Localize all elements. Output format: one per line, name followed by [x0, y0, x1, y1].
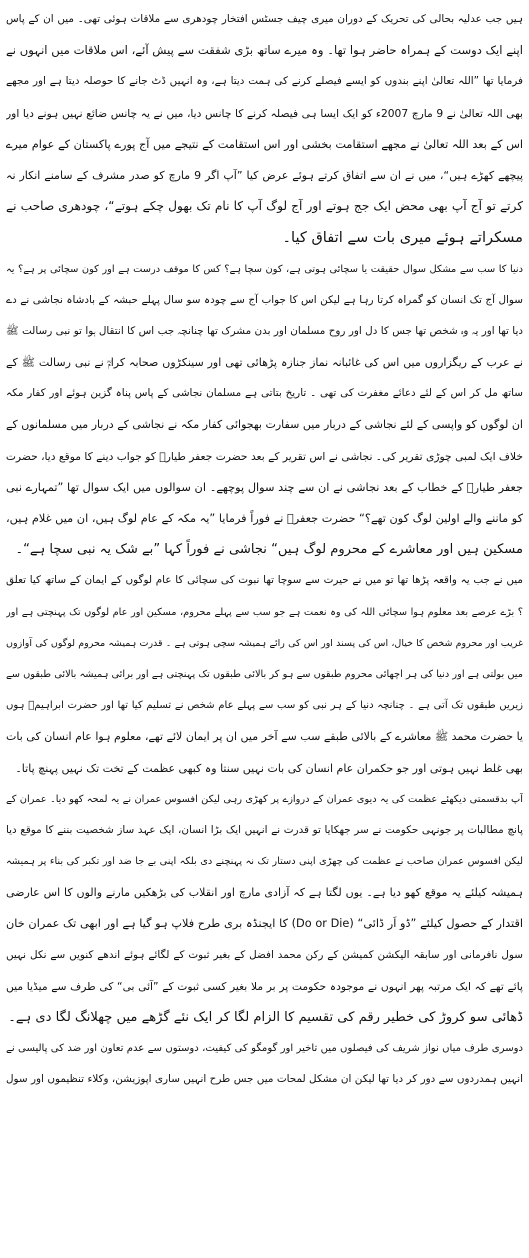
text-line: جعفر طیارؓ کے خطاب کے بعد نجاشی نے ان سے چند سوال پوچھے۔ ان سوالوں میں ایک سوال تھا ”تمہارے نبی	[6, 480, 523, 494]
text-line: خلاف ایک لمبی چوڑی تقریر کی۔ نجاشی نے اس تقریر کے بعد حضرت جعفر طیارؓ کو جواب دینے کا موقع دیا، حضرت	[6, 449, 523, 463]
text-line: بھی غلط نہیں ہوتی اور جو حکمران عام انسان کی بات نہیں سنتا وہ کبھی عظمت کے تخت تک نہیں پہنچ پاتا۔	[15, 761, 523, 775]
text-line: اس کے بعد اللہ تعالیٰ نے مجھے استقامت بخشی اور اس استقامت کے نتیجے میں آج پورے پاکستان کے عوام میرے	[6, 137, 523, 151]
text-line: ہیں جب عدلیہ بحالی کی تحریک کے دوران میری چیف جسٹس افتخار چودھری سے ملاقات ہوئی تھی۔ میں ان کے پاس	[6, 13, 523, 25]
text-line: نے عرب کے ریگزاروں میں اس کی غائبانہ نماز جنازہ پڑھائی تھی اور سینکڑوں صحابہ کرامؓ نے نبی رسالت ﷺ کے	[6, 356, 523, 370]
text-line: ؟ بڑے عرصے بعد معلوم ہوا سچائی اللہ کی وہ نعمت ہے جو سب سے پہلے محروم، مسکین اور عام لوگوں تک پہنچتی ہے اور	[6, 606, 523, 618]
text-line: دوسری طرف میاں نواز شریف کی فیصلوں میں تاخیر اور گومگو کی کیفیت، دوستوں سے عدم تعاون اور ضد کی پالیسی نے	[6, 1043, 523, 1055]
text-line: ڈھائی سو کروڑ کی خطیر رقم کی تقسیم کا الزام لگا کر ایک نئے گڑھے میں چھلانگ لگا دی ہے۔	[8, 1010, 523, 1025]
text-line: لیکن افسوس عمران صاحب نے عظمت کی چھڑی اپنی دستار تک نہ پہنچنے دی بلکہ اپنی بے جا ضد اور تکبر کی بناء پر ہمیشہ	[6, 856, 523, 868]
text-line: کرتے تو آج آپ بھی محض ایک جج ہوتے اور آج لوگ آپ کا نام تک بھول چکے ہوتے“، چودھری صاحب نے	[6, 199, 523, 214]
text-line: فرمایا تھا ”اللہ تعالیٰ اپنے بندوں کو ایسے فیصلے کرنے کی ہمت دیتا ہے، وہ انہیں ڈٹ جانے کا حوصلہ دیتا ہے اور مجھے	[6, 75, 523, 88]
text-line: کو ماننے والے اولین لوگ کون تھے؟“ حضرت جعفرؓ نے فوراً فرمایا ”یہ مکہ کے عام لوگ ہیں، ان میں غلام ہیں،	[6, 512, 523, 525]
text-line: پائے تھے کہ ایک مرتبہ پھر انہوں نے موجودہ حکومت پر بر ملا بغیر کسی ثبوت کے ”آئی بی“ کی طرف سے میڈیا میں	[6, 979, 523, 993]
text-line: میں نے جب یہ واقعہ پڑھا تھا تو میں نے حیرت سے سوچا تھا نبوت کی سچائی کا عام لوگوں کے ایمان کے ساتھ کیا تعلق	[6, 574, 523, 587]
text-line: اپنے ایک دوست کے ہمراہ حاضر ہوا تھا۔ وہ میرے ساتھ بڑی شفقت سے پیش آئے، اس ملاقات میں انہوں نے	[6, 43, 523, 58]
text-line: پیچھے کھڑے ہیں“، میں نے ان سے اتفاق کرتے ہوئے عرض کیا ”آپ اگر 9 مارچ کو صدر مشرف کے سامنے انکار نہ	[6, 168, 523, 182]
text-line: زیریں طبقوں تک آتی ہے ۔ چنانچہ دنیا کے ہر نبی کو سب سے پہلے عام شخص نے تسلیم کیا تھا اور حضرت ابراہیمؑ ہوں	[6, 700, 523, 712]
text-line: یا حضرت محمد ﷺ معاشرے کے بالائی طبقے سب سے آخر میں ان پر ایمان لائے تھے، معلوم ہوا عام انسان کی بات	[6, 730, 523, 744]
text-line: دیا تھا اور یہ وہ شخص تھا جس کا دل اور روح مسلمان اور بدن مشرک تھا چنانچہ جب اس کا انتقال ہوا تو نبی رسالت ﷺ	[6, 324, 523, 337]
article-paragraph-4	[6, 784, 523, 1034]
text-line: پانچ مطالبات پر جونہی حکومت نے سر جھکایا تو قدرت نے انہیں ایک بڑا انسان، ایک عہد ساز شخصیت بننے کا موقع دیا	[6, 823, 523, 836]
text-line: غریب اور محروم شخص کا خیال، اس کی پسند اور اس کی رائے ہمیشہ سچی ہوتی ہے ۔ قدرت ہمیشہ محروم لوگوں کی آوازوں	[6, 637, 523, 649]
text-line: اقتدار کے حصول کیلئے ”ڈو اَر ڈائی“ (Do or Die) کا ایجنڈہ بری طرح فلاپ ہو گیا ہے اور ابھی تک عمران خان	[6, 917, 523, 931]
text-line: آپ بدقسمتی دیکھئے عظمت کی یہ دیوی عمران کے دروازے پر کھڑی رہی لیکن افسوس عمران نے یہ لمحہ کھو دیا۔ عمران کے	[6, 793, 523, 805]
text-line: مسکین ہیں اور معاشرے کے محروم لوگ ہیں“ نجاشی نے فوراً کہا ”بے شک یہ نبی سچا ہے“۔	[15, 542, 523, 558]
text-line: ان لوگوں کو واپسی کے لئے نجاشی کے دربار میں سفارت بھجوائی کفار مکہ نے نجاشی کے دربار میں مسلمانوں کے	[6, 418, 523, 432]
text-line: ساتھ مل کر اس کے لئے دعائے مغفرت کی تھی ۔ تاریخ بتاتی ہے مسلمان نجاشی کے پاس پناہ گزین ہوئے اور کفار مکہ	[6, 387, 523, 400]
article-paragraph-3	[6, 565, 523, 783]
text-line: ہمیشہ کیلئے یہ موقع کھو دیا ہے۔ یوں لگتا ہے کہ آزادی مارچ اور انقلاب کی بڑھکیں مارنے والوں کا اس عارضی	[6, 886, 523, 900]
text-line: انہیں ہمدردوں سے دور کر دیا تھا لیکن ان مشکل لمحات میں جس طرح انہیں ساری اپوزیشن، وکلاء تنظیموں اور سول	[6, 1073, 523, 1086]
article-paragraph-5	[6, 1033, 523, 1095]
text-line: دنیا کا سب سے مشکل سوال حقیقت یا سچائی ہوتی ہے، کون سچا ہے؟ کس کا موقف درست ہے اور کون سچائی پر ہے؟ یہ	[6, 263, 523, 275]
text-line: سوال آج تک انسان کو گمراہ کرتا رہا ہے لیکن اس کا جواب آج سے چودہ سو سال پہلے حبشہ کے بادشاہ نجاشی نے دے	[6, 293, 523, 306]
text-line: میں بولتی ہے اور دنیا کی ہر اچھائی محروم طبقوں سے ہو کر بالائی طبقوں تک پہنچتی ہے اور برائی ہمیشہ بالائی طبقوں سے	[6, 668, 523, 680]
article-paragraph-2	[6, 254, 523, 566]
text-line: بھی اللہ تعالیٰ نے 9 مارچ 2007ء کو ایک ایسا ہی فیصلہ کرنے کا چانس دیا، میں نے یہ چانس ضائع نہیں ہونے دیا اور	[6, 106, 523, 120]
text-line: مسکراتے ہوئے میری بات سے اتفاق کیا۔	[282, 229, 523, 247]
text-line: سول نافرمانی اور سابقہ الیکشن کمیشن کے رکن محمد افضل کے بغیر ثبوت کے لگائے ہوئے اندھے کنویں سے نکل نہیں	[6, 948, 523, 961]
article-paragraph-1	[6, 4, 523, 254]
